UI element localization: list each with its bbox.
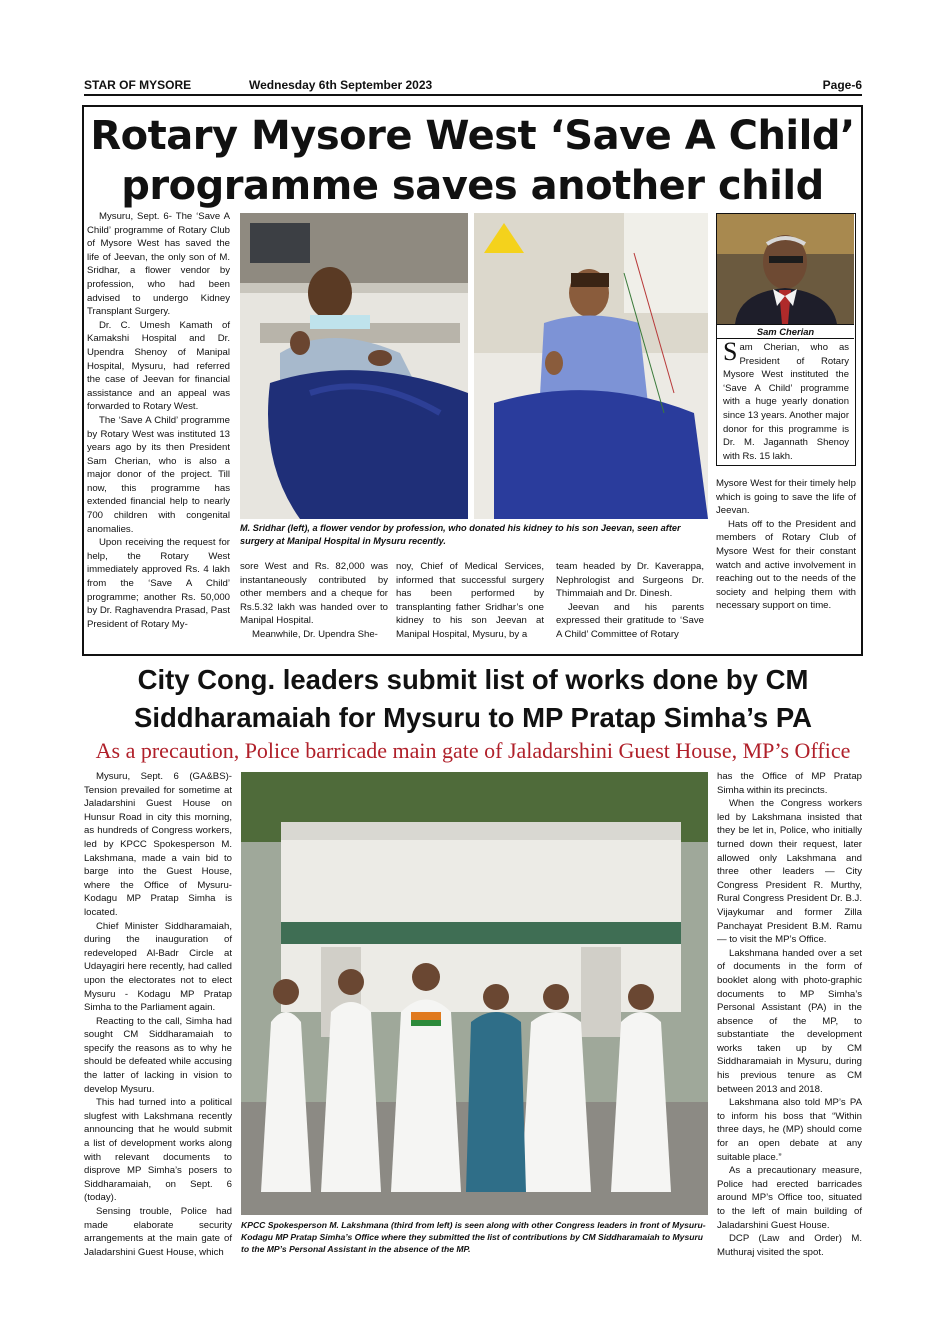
paragraph: Upon receiving the request for help, the Rotary West immediately approved Rs. 4 lakh from the ‘Save A Child’ programme; another Rs. 50,000 by Dr. Raghavendra Prasad, Past President of Rotary My-	[87, 537, 230, 630]
story2-headline-line2: Siddharamaiah for Mysuru to MP Pratap Simha’s PA	[134, 702, 812, 733]
sidebar-text	[723, 337, 849, 463]
paragraph: Mysuru, Sept. 6- The ‘Save A Child’ programme of Rotary Club of Mysore West has saved the life of Jeevan, the only son of M. Sridhar, a flower vendor by profession, who had been advised to undergo Kidney Transplant Surgery.	[87, 211, 230, 318]
issue-date: Wednesday 6th September 2023	[249, 78, 433, 92]
paragraph: As a precautionary measure, Police had erected barricades around MP’s Office too, situated to the left of main building of Jaladarshini Guest House.	[717, 1165, 862, 1231]
paragraph: DCP (Law and Order) M. Muthuraj visited the spot.	[717, 1233, 862, 1258]
story1-col5	[716, 477, 856, 613]
paragraph: Chief Minister Siddharamaiah, during the inauguration of redeveloped Al-Badr Circle at Udayagiri here recently, had called upon the electorates not to elect Mysuru - Kodagu MP Pratap Simha to the Parliament again.	[84, 920, 232, 1014]
sidebar-body: am Cherian, who as President of Rotary Mysore West instituted the ‘Save A Child’ programme with a huge yearly donation since 13 years. Another major donor for this programme is Dr. M. Jagannath Shenoy with Rs. 15 lakh.	[723, 342, 849, 462]
paragraph: Dr. C. Umesh Kamath of Kamakshi Hospital and Dr. Upendra Shenoy of Manipal Hospital, Mysuru, had referred the case of Jeevan for financial assistance and an appeal was forwarded to Rotary West.	[87, 319, 230, 413]
photo-jeevan-illustration	[474, 213, 708, 519]
paragraph: team headed by Dr. Kaverappa, Nephrologist and Surgeons Dr. Thimmaiah and Dr. Dinesh.	[556, 561, 704, 600]
story2-photo-caption: KPCC Spokesperson M. Lakshmana (third from left) is seen along with other Congress leaders in front of Mysuru-Kodagu MP Pratap Simha’s Office where they submitted the list of contributions by CM Siddharamaiah to Mysuru to the MP’s Personal Assistant in the absence of the MP.	[241, 1220, 706, 1254]
story1-headline-line1: Rotary Mysore West ‘Save A Child’	[90, 113, 855, 159]
page-number: Page-6	[822, 78, 862, 92]
story1-photo-caption: M. Sridhar (left), a flower vendor by profession, who donated his kidney to his son Jeevan, seen after surgery at Manipal Hospital in Mysuru recently.	[240, 523, 681, 546]
photo-sridhar	[240, 213, 468, 519]
story1-headline-line2: programme saves another child	[121, 163, 824, 209]
paragraph: When the Congress workers led by Lakshmana insisted that they be let in, Police, who initially turned down their request, later allowed only Lakshmana and three other leaders — City Congress President R. Murthy, Rural Congress President Dr. B.J. Vijaykumar and former Zilla Panchayat President B.M. Ramu — to visit the MP’s Office.	[717, 798, 862, 946]
paragraph: has the Office of MP Pratap Simha within its precincts.	[717, 771, 862, 796]
sidebar-photo-caption: Sam Cherian	[717, 324, 854, 339]
story1-col3	[396, 560, 544, 642]
photo-sam-cherian-illustration	[717, 214, 854, 324]
paragraph: Mysore West for their timely help which is going to save the life of Jeevan.	[716, 478, 856, 517]
story2-subheadline: As a precaution, Police barricade main gate of Jaladarshini Guest House, MP’s Office	[95, 738, 851, 763]
sam-cherian-sidebar	[716, 213, 856, 466]
paragraph: This had turned into a political slugfest with Lakshmana recently announcing that he would submit a list of development works along with relevant documents to disprove MP Simha’s posers to Siddharamaiah, on Sept. 6 (today).	[84, 1097, 232, 1204]
story1-box	[82, 105, 863, 656]
paper-name: STAR OF MYSORE	[84, 78, 192, 92]
paragraph: The ‘Save A Child’ programme by Rotary West was instituted 13 years ago by its then President Sam Cherian, who is also a major donor of the project. Till now, this programme has extended financial help to nearly 700 children with congenital anomalies.	[87, 414, 230, 535]
sidebar-dropcap: S	[723, 337, 738, 366]
paragraph: Lakshmana handed over a set of documents in the form of booklet along with photo-graphic documents to MP Simha’s Personal Assistant (PA) in the absence of the MP, to substantiate the development works taken up by CM Siddharamaiah in Mysuru, during his previous tenure as CM between 2013 and 2018.	[717, 947, 862, 1095]
paragraph: Sensing trouble, Police had made elaborate security arrangements at the main gate of Jaladarshini Guest House, which	[84, 1206, 232, 1258]
story1-col1	[87, 210, 230, 631]
photo-sridhar-illustration	[240, 213, 468, 519]
paragraph: Mysuru, Sept. 6 (GA&BS)- Tension prevailed for sometime at Jaladarshini Guest House on Hunsur Road in city this morning, as hundreds of Congress workers, led by KPCC Spokesperson M. Lakshmana, made a vain bid to barge into the Guest House, where the Office of Mysuru-Kodagu MP Pratap Simha is located.	[84, 771, 232, 918]
photo-congress-leaders	[241, 772, 708, 1215]
paragraph: Jeevan and his parents expressed their gratitude to ‘Save A Child’ Committee of Rotary	[556, 601, 704, 640]
story2-right-col	[717, 770, 862, 1259]
masthead	[84, 78, 862, 96]
paragraph: sore West and Rs. 82,000 was instantaneously contributed by other members and a cheque for Rs.5.32 lakh was handed over to Manipal Hospital.	[240, 561, 388, 627]
paragraph: Reacting to the call, Simha had sought CM Siddharamaiah to specify the reasons as to why he should be defeated while accusing the latter of lacking in vision to develop Mysuru.	[84, 1015, 232, 1095]
photo-jeevan	[474, 213, 708, 519]
paragraph: Hats off to the President and members of Rotary Club of Mysore West for their constant watch and active involvement in reaching out to the needs of the society and helping them with necessary support on time.	[716, 518, 856, 612]
story2-headline-line1: City Cong. leaders submit list of works done by CM	[137, 664, 809, 695]
photo-congress-leaders-illustration	[241, 772, 708, 1215]
story1-col2	[240, 560, 388, 642]
paragraph: Meanwhile, Dr. Upendra She-	[252, 628, 378, 640]
story2-left-col	[84, 770, 232, 1259]
paragraph: noy, Chief of Medical Services, informed that successful surgery has been performed by transplanting father Sridhar’s one kidney to his son Jeevan at Manipal Hospital, Mysuru, by a	[396, 561, 544, 640]
paragraph: Lakshmana also told MP’s PA to inform his boss that “Within three days, he (MP) should come for an open debate at any suitable place.”	[717, 1097, 862, 1163]
story1-col4	[556, 560, 704, 642]
photo-sam-cherian	[717, 214, 854, 324]
